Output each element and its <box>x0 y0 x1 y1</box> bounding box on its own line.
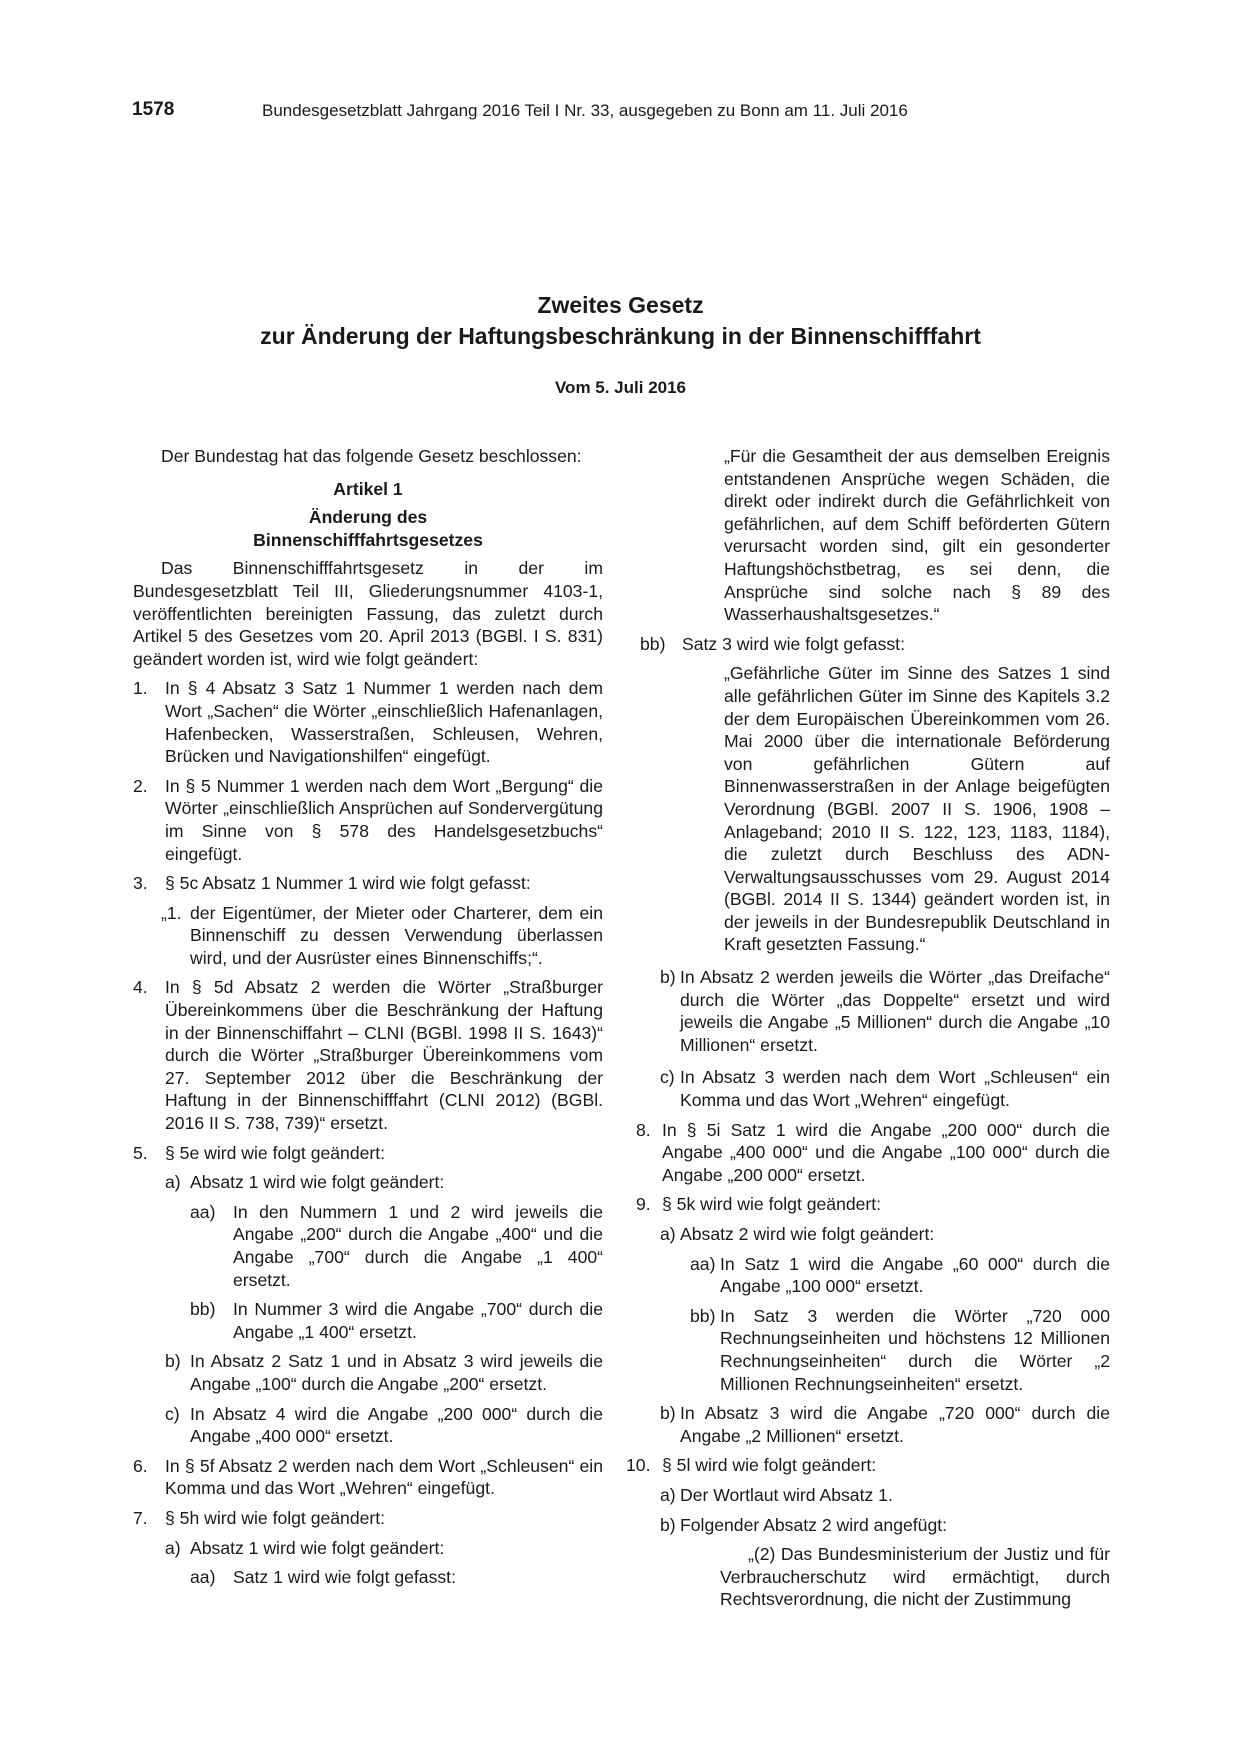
sub-sub-item <box>133 1298 603 1343</box>
article-title-line1: Änderung des <box>308 507 428 528</box>
list-item <box>133 872 603 895</box>
sub-sub-item <box>133 1566 603 1589</box>
item-text: In § 5d Absatz 2 werden die Wörter „Straßburger Übereinkommens über die Beschränkung der Haftung in der Binnenschiffahrt – CLNI (BGBl. 1998 II S. 1643)“ durch die Wörter „Straßburger Übereinkommens vom 27. September 2012 über die Beschränkung der Haftung in der Binnenschifffahrt (CLNI 2012) (BGBl. 2016 II S. 738, 739)“ ersetzt. <box>165 977 603 1134</box>
item-text: Der Wortlaut wird Absatz 1. <box>680 1484 893 1505</box>
item-number: 2. <box>133 775 148 796</box>
item-number: aa) <box>190 1567 216 1588</box>
list-item <box>133 1142 603 1165</box>
item-text: § 5l wird wie folgt geändert: <box>662 1455 877 1476</box>
item-text: In Absatz 3 wird die Angabe „720 000“ durch die Angabe „2 Millionen“ ersetzt. <box>680 1403 1110 1446</box>
item-text: Folgender Absatz 2 wird angefügt: <box>680 1514 948 1535</box>
item-text: § 5k wird wie folgt geändert: <box>662 1194 882 1215</box>
quoted-item <box>133 902 603 970</box>
sub-item <box>640 1484 1110 1507</box>
sub-item <box>133 1403 603 1448</box>
sub-sub-item <box>640 1305 1110 1395</box>
sub-item <box>640 1402 1110 1447</box>
item-number: a) <box>660 1484 676 1505</box>
item-text: § 5h wird wie folgt geändert: <box>165 1507 386 1528</box>
item-text: In Satz 1 wird die Angabe „60 000“ durch die Angabe „100 000“ ersetzt. <box>720 1253 1110 1297</box>
item-number: b) <box>660 967 676 988</box>
item-number: b) <box>165 1351 181 1372</box>
item-text: § 5c Absatz 1 Nummer 1 wird wie folgt gefasst: <box>165 873 531 894</box>
list-item <box>636 1193 1110 1216</box>
sub-item <box>640 1223 1110 1246</box>
item-text: In § 4 Absatz 3 Satz 1 Nummer 1 werden nach dem Wort „Sachen“ die Wörter „einschließlich Hafenanlagen, Hafenbecken, Wasserstraßen, Schleusen, Wehren, Brücken und Navigationshilfen“ eingefügt. <box>165 678 603 767</box>
item-number: c) <box>660 1067 675 1088</box>
sub-sub-item <box>133 1201 603 1291</box>
item-number: 4. <box>133 977 148 998</box>
item-text: In § 5f Absatz 2 werden nach dem Wort „Schleusen“ ein Komma und das Wort „Wehren“ eingefügt. <box>165 1455 603 1499</box>
item-text: In § 5i Satz 1 wird die Angabe „200 000“ durch die Angabe „400 000“ und die Angabe „100 000“ durch die Angabe „200 000“ ersetzt. <box>662 1119 1110 1185</box>
item-number: 8. <box>636 1119 651 1140</box>
item-number: b) <box>660 1514 676 1535</box>
article-heading: Artikel 1 <box>333 478 403 499</box>
item-number: bb) <box>190 1299 216 1320</box>
sub-item <box>640 1514 1110 1537</box>
sub-sub-item <box>640 1253 1110 1298</box>
item-number: 5. <box>133 1142 148 1163</box>
list-item <box>133 1507 603 1530</box>
item-text: In Absatz 2 Satz 1 und in Absatz 3 wird jeweils die Angabe „100“ durch die Angabe „200“ ersetzt. <box>190 1351 603 1394</box>
item-text: Absatz 1 wird wie folgt geändert: <box>190 1537 445 1558</box>
list-item <box>133 1455 603 1500</box>
item-number: bb) <box>690 1305 716 1326</box>
list-item <box>133 677 603 767</box>
list-item <box>636 1119 1110 1187</box>
item-number: bb) <box>640 633 666 654</box>
item-number: a) <box>165 1172 181 1193</box>
item-number: a) <box>165 1537 181 1558</box>
item-number: b) <box>660 1403 676 1424</box>
item-text: In Nummer 3 wird die Angabe „700“ durch die Angabe „1 400“ ersetzt. <box>233 1299 603 1342</box>
sub-item <box>133 1537 603 1560</box>
item-text: Satz 1 wird wie folgt gefasst: <box>233 1567 456 1588</box>
item-number: aa) <box>690 1253 716 1274</box>
article-title-line2: Binnenschifffahrtsgesetzes <box>253 529 483 550</box>
right-column <box>626 445 1110 1611</box>
item-text: In den Nummern 1 und 2 wird jeweils die Angabe „200“ durch die Angabe „400“ und die Angabe „700“ durch die Angabe „1 400“ ersetzt. <box>233 1201 603 1290</box>
item-text: In Absatz 3 werden nach dem Wort „Schleusen“ ein Komma und das Wort „Wehren“ eingefügt. <box>680 1067 1110 1111</box>
item-text: Absatz 2 wird wie folgt geändert: <box>680 1224 935 1244</box>
item-number: 6. <box>133 1455 148 1476</box>
list-item <box>133 976 603 1134</box>
page-number: 1578 <box>132 99 175 120</box>
left-column <box>133 445 603 1589</box>
quoted-text: „Gefährliche Güter im Sinne des Satzes 1 sind alle gefährlichen Güter im Sinne des Kapitels 3.2 der dem Europäischen Übereinkommen vom 26. Mai 2000 über die internationale Beförderung von gefährlichen Gütern auf Binnenwasserstraßen in der Anlage beigefügten Verordnung (BGBl. 2007 II S. 1906, 1908 – Anlageband; 2010 II S. 122, 123, 1183, 1184), die zuletzt durch Beschluss des ADN-Verwaltungsausschusses vom 29. August 2014 (BGBl. 2014 II S. 1344) geändert worden ist, in der jeweils in der Bundesrepublik Deutschland in Kraft gesetzten Fassung.“ <box>724 663 1110 955</box>
list-item <box>133 775 603 865</box>
law-date: Vom 5. Juli 2016 <box>554 378 687 397</box>
item-number: c) <box>165 1403 180 1424</box>
law-subtitle: zur Änderung der Haftungsbeschränkung in der Binnenschifffahrt <box>260 323 981 349</box>
item-text: In Satz 3 werden die Wörter „720 000 Rechnungseinheiten und höchstens 12 Millionen Rechnungseinheiten“ durch die Wörter „2 Millionen Rechnungseinheiten“ ersetzt. <box>720 1305 1110 1394</box>
item-text: In § 5 Nummer 1 werden nach dem Wort „Bergung“ die Wörter „einschließlich Ansprüchen auf Sondervergütung im Sinne von § 578 des Handelsgesetzbuchs“ eingefügt. <box>165 775 603 864</box>
list-item <box>626 1454 1110 1477</box>
item-text: § 5e wird wie folgt geändert: <box>165 1142 386 1163</box>
item-number: a) <box>660 1224 676 1244</box>
item-text: In Absatz 2 werden jeweils die Wörter „das Dreifache“ durch die Wörter „das Doppelte“ ersetzt und wird jeweils die Angabe „5 Millionen“ durch die Angabe „10 Millionen“ ersetzt. <box>680 967 1110 1055</box>
item-number: aa) <box>190 1201 216 1222</box>
item-text: In Absatz 4 wird die Angabe „200 000“ durch die Angabe „400 000“ ersetzt. <box>190 1403 603 1447</box>
law-title: Zweites Gesetz <box>537 292 704 318</box>
item-number: 7. <box>133 1507 148 1528</box>
item-number: 3. <box>133 873 148 894</box>
sub-item <box>640 966 1110 1056</box>
quoted-text: „(2) Das Bundesministerium der Justiz und für Verbraucherschutz wird ermächtigt, durch Rechtsverordnung, die nicht der Zustimmung <box>720 1544 1110 1610</box>
item-text: Absatz 1 wird wie folgt geändert: <box>190 1172 445 1193</box>
running-header: Bundesgesetzblatt Jahrgang 2016 Teil I Nr. 33, ausgegeben zu Bonn am 11. Juli 2016 <box>262 101 908 120</box>
item-text: Satz 3 wird wie folgt gefasst: <box>682 633 905 654</box>
item-number: 1. <box>133 678 148 699</box>
sub-item <box>640 1066 1110 1111</box>
preamble-text: Das Binnenschifffahrtsgesetz in der im Bundesgesetzblatt Teil III, Gliederungsnummer 4103-1, veröffentlichten bereinigten Fassung, das zuletzt durch Artikel 5 des Gesetzes vom 20. April 2013 (BGBl. I S. 831) geändert worden ist, wird wie folgt geändert: <box>133 558 603 669</box>
sub-item <box>133 1171 603 1194</box>
sub-item <box>133 1350 603 1395</box>
intro-text: Der Bundestag hat das folgende Gesetz beschlossen: <box>161 446 582 466</box>
item-number: 10. <box>626 1455 651 1476</box>
item-number: 9. <box>636 1194 651 1215</box>
item-text: der Eigentümer, der Mieter oder Charterer, dem ein Binnenschiff zu dessen Verwendung überlassen wird, und der Ausrüster eines Binnenschiffs;“. <box>190 902 603 968</box>
sub-sub-item <box>640 633 1110 656</box>
item-number: „1. <box>161 902 182 923</box>
quoted-text: „Für die Gesamtheit der aus demselben Ereignis entstandenen Ansprüche wegen Schäden, die direkt oder indirekt durch die Gefährlichkeit von gefährlichen, auf dem Schiff beförderten Gütern verursacht worden sind, gilt ein gesonderter Haftungshöchstbetrag, es sei denn, die Ansprüche sind solche nach § 89 des Wasserhaushaltsgesetzes.“ <box>724 446 1110 625</box>
